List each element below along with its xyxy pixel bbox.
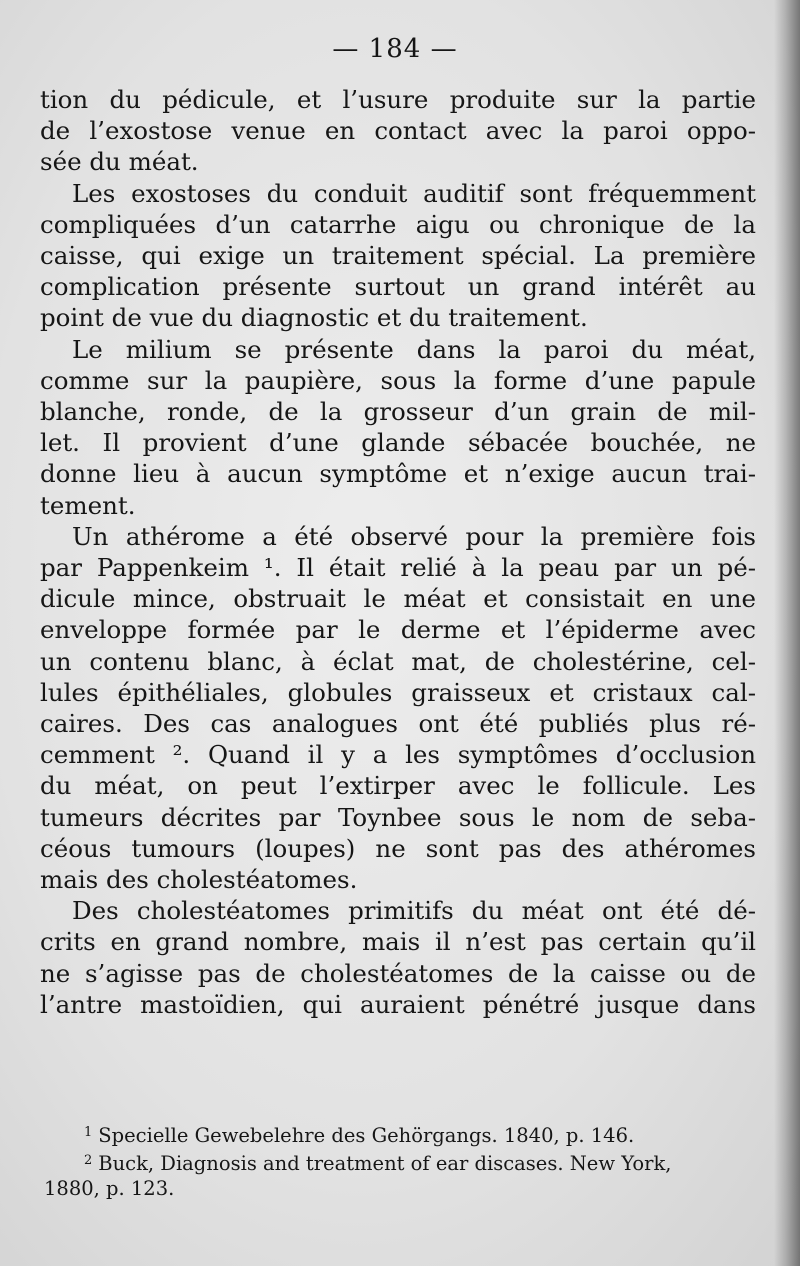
text-line: caires. Des cas analogues ont été publiés plus ré- [40, 709, 756, 739]
footnote-2 [44, 1148, 760, 1176]
page-number: — 184 — [332, 34, 458, 64]
text-line: compliquées d’un catarrhe aigu ou chronique de la [40, 209, 756, 239]
text-line: sée du méat. [40, 147, 199, 177]
text-line: caisse, qui exige un traitement spécial. La première [40, 241, 756, 271]
footnote-2-continuation [44, 1176, 760, 1201]
text-line: tement. [40, 490, 136, 520]
footnote-marker: 1 [84, 1125, 93, 1140]
footnote-marker: 2 [84, 1153, 93, 1168]
text-line: comme sur la paupière, sous la forme d’une papule [40, 365, 756, 395]
text-line: céous tumours (loupes) ne sont pas des athéromes [40, 833, 756, 863]
footnote-text: Buck, Diagnosis and treatment of ear discases. New York, [98, 1152, 672, 1175]
text-line: l’antre mastoïdien, qui auraient pénétré jusque dans [40, 989, 756, 1019]
body-text [40, 84, 756, 1020]
text-line: de l’exostose venue en contact avec la paroi oppo- [40, 116, 756, 146]
footnote-text: Specielle Gewebelehre des Gehörgangs. 1840, p. 146. [98, 1124, 635, 1147]
text-line: du méat, on peut l’extirper avec le follicule. Les [40, 771, 756, 801]
text-line: un contenu blanc, à éclat mat, de cholestérine, cel- [40, 646, 756, 676]
text-line: let. Il provient d’une glande sébacée bouchée, ne [40, 428, 756, 458]
paragraph-start-line: Les exostoses du conduit auditif sont fréquemment [72, 178, 756, 208]
text-line: ne s’agisse pas de cholestéatomes de la caisse ou de [40, 958, 756, 988]
paragraph-start-line: Un athérome a été observé pour la première fois [72, 521, 756, 551]
footnote-1 [44, 1120, 760, 1148]
text-line: par Pappenkeim ¹. Il était relié à la peau par un pé- [40, 553, 756, 583]
text-line: tion du pédicule, et l’usure produite sur la partie [40, 85, 756, 114]
text-line: donne lieu à aucun symptôme et n’exige aucun trai- [40, 459, 756, 489]
text-line: crits en grand nombre, mais il n’est pas certain qu’il [40, 927, 756, 957]
spine-shadow [774, 0, 800, 1266]
text-line: cemment ². Quand il y a les symptômes d’occlusion [40, 740, 756, 770]
text-line: tumeurs décrites par Toynbee sous le nom de seba- [40, 802, 756, 832]
text-line: mais des cholestéatomes. [40, 865, 358, 895]
text-line: point de vue du diagnostic et du traitement. [40, 303, 588, 333]
text-line: enveloppe formée par le derme et l’épiderme avec [40, 615, 756, 645]
text-line: blanche, ronde, de la grosseur d’un grain de mil- [40, 397, 756, 427]
footnotes [44, 1120, 760, 1201]
text-line: lules épithéliales, globules graisseux et cristaux cal- [40, 677, 756, 707]
text-line: dicule mince, obstruait le méat et consistait en une [40, 584, 756, 614]
text-line: complication présente surtout un grand intérêt au [40, 272, 756, 302]
paragraph-start-line: Le milium se présente dans la paroi du méat, [72, 334, 756, 364]
paragraph-start-line: Des cholestéatomes primitifs du méat ont été dé- [72, 896, 756, 926]
footnote-text: 1880, p. 123. [44, 1177, 175, 1200]
